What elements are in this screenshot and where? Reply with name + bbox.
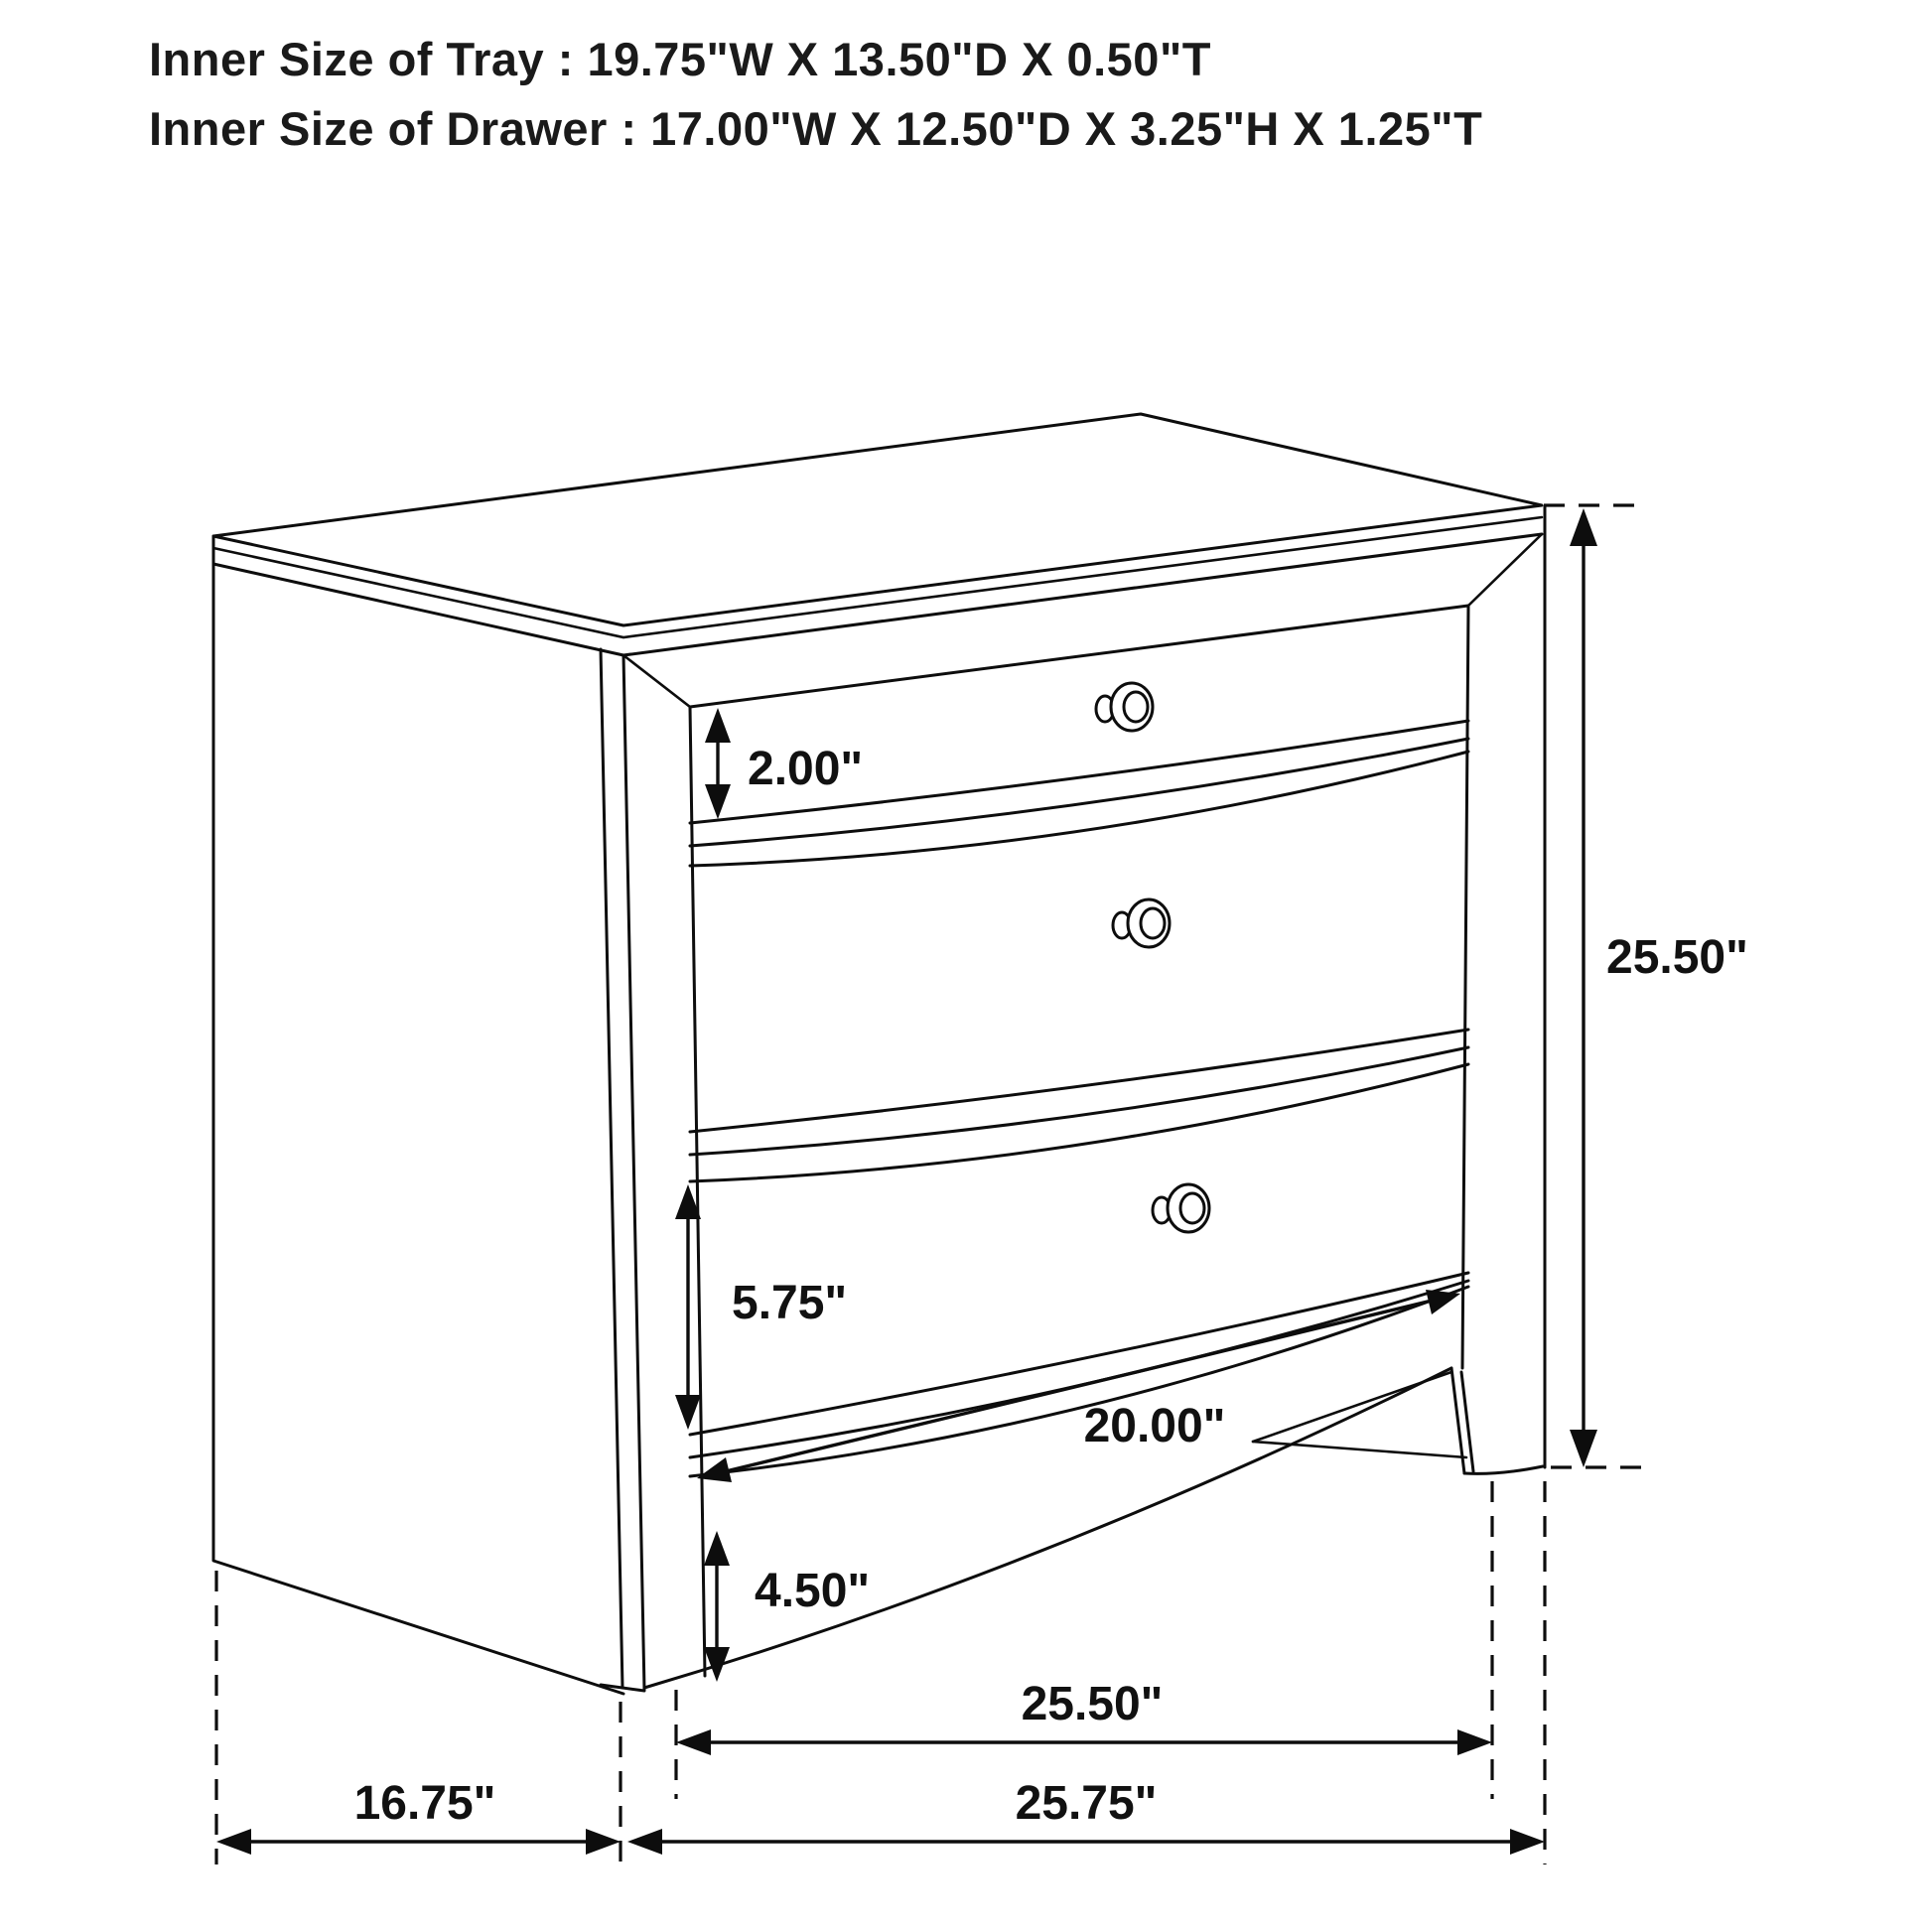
front-left-miter-joint	[623, 655, 690, 707]
drawer-knob-bottom	[1153, 1184, 1209, 1232]
dim-label-top-drawer-face-height: 2.00"	[748, 743, 864, 795]
dim-bottom-rail-height	[704, 1531, 870, 1682]
title-tray-inner-size: Inner Size of Tray : 19.75"W X 13.50"D X 0.50"T	[149, 33, 1211, 85]
dim-overall-width	[627, 1777, 1545, 1855]
dim-label-bottom-drawer-face-height: 5.75"	[732, 1277, 848, 1329]
cabinet-left-side-panel	[213, 536, 623, 1694]
top-rail-bottom-edge	[690, 606, 1468, 707]
extension-lines	[216, 505, 1648, 1864]
dim-side-depth	[216, 1777, 621, 1855]
dim-label-drawer-opening-width: 20.00"	[1083, 1400, 1226, 1452]
title-drawer-inner-size: Inner Size of Drawer : 17.00"W X 12.50"D X 3.25"H X 1.25"T	[149, 102, 1483, 155]
cabinet-top-underside-edge	[213, 534, 1542, 655]
front-right-miter-joint	[1468, 534, 1542, 606]
drawer-knob-middle	[1113, 899, 1170, 947]
dim-case-front-width	[676, 1678, 1492, 1755]
front-left-corner-edge	[601, 649, 622, 1688]
dim-label-bottom-rail-height: 4.50"	[755, 1565, 871, 1617]
dim-label-case-front-width: 25.50"	[1021, 1678, 1164, 1730]
dim-overall-height	[1570, 508, 1748, 1467]
drawer-gap-2	[690, 1030, 1468, 1181]
drawer-knob-top	[1096, 683, 1153, 731]
cabinet-outline	[213, 414, 1545, 1694]
right-leg	[1253, 1368, 1543, 1473]
dim-label-side-depth: 16.75"	[353, 1777, 496, 1830]
dim-label-overall-width: 25.75"	[1015, 1777, 1158, 1830]
dim-label-overall-height: 25.50"	[1606, 931, 1748, 984]
front-left-bevel-edge	[623, 655, 644, 1690]
front-left-inner-stile-edge	[690, 707, 705, 1676]
cabinet-top-bevel-edge	[213, 517, 1542, 637]
dim-top-drawer-face-height	[705, 708, 863, 819]
cabinet-top-face	[213, 414, 1542, 625]
